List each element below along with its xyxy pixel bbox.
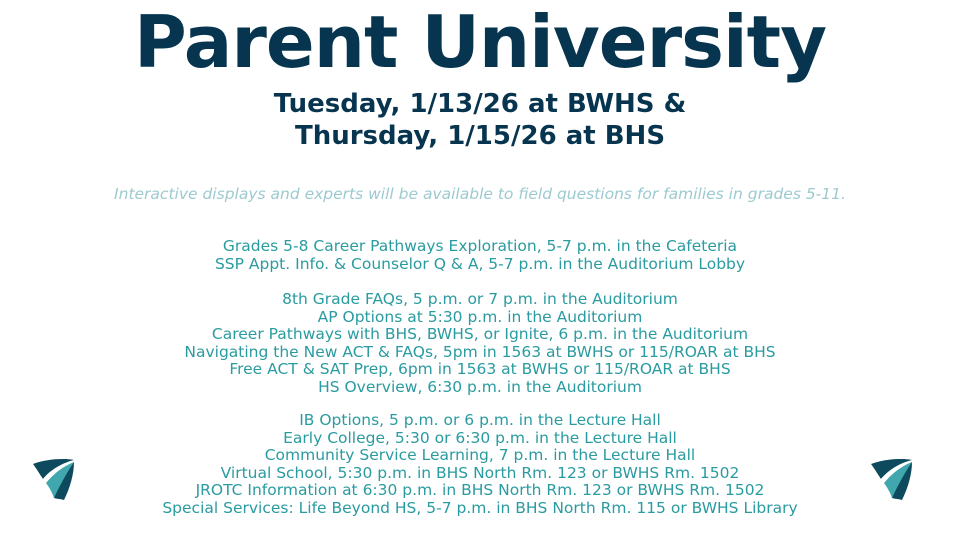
session-item: Virtual School, 5:30 p.m. in BHS North Rm. 123 or BWHS Rm. 1502 — [220, 463, 740, 482]
page-title: Parent University — [133, 0, 827, 84]
session-item: HS Overview, 6:30 p.m. in the Auditorium — [318, 377, 642, 396]
session-item: 8th Grade FAQs, 5 p.m. or 7 p.m. in the Auditorium — [282, 290, 678, 308]
event-dates-line-2: Thursday, 1/15/26 at BHS — [294, 121, 666, 151]
event-dates-line-1: Tuesday, 1/13/26 at BWHS & — [273, 89, 687, 119]
swoosh-logo-icon — [868, 456, 914, 502]
session-item: SSP Appt. Info. & Counselor Q & A, 5-7 p.m. in the Auditorium Lobby — [214, 254, 746, 273]
session-group-1 — [0, 238, 960, 273]
session-item: JROTC Information at 6:30 p.m. in BHS North Rm. 123 or BWHS Rm. 1502 — [195, 481, 765, 499]
intro-text: Interactive displays and experts will be available to field questions for families in grades 5-11. — [114, 185, 846, 203]
session-item: Navigating the New ACT & FAQs, 5pm in 1563 at BWHS or 115/ROAR at BHS — [184, 342, 776, 361]
session-group-2 — [0, 291, 960, 396]
session-group-3 — [0, 412, 960, 517]
session-item: Community Service Learning, 7 p.m. in the Lecture Hall — [264, 446, 696, 464]
swoosh-logo-icon — [30, 456, 76, 502]
session-item: Free ACT & SAT Prep, 6pm in 1563 at BWHS or 115/ROAR at BHS — [229, 360, 731, 378]
session-item: IB Options, 5 p.m. or 6 p.m. in the Lecture Hall — [299, 411, 661, 429]
session-item: Grades 5-8 Career Pathways Exploration, 5-7 p.m. in the Cafeteria — [222, 237, 738, 255]
session-item: Special Services: Life Beyond HS, 5-7 p.m. in BHS North Rm. 115 or BWHS Library — [162, 498, 798, 517]
session-item: AP Options at 5:30 p.m. in the Auditorium — [317, 307, 643, 326]
session-item: Early College, 5:30 or 6:30 p.m. in the Lecture Hall — [283, 428, 677, 447]
session-item: Career Pathways with BHS, BWHS, or Ignite, 6 p.m. in the Auditorium — [211, 325, 749, 343]
